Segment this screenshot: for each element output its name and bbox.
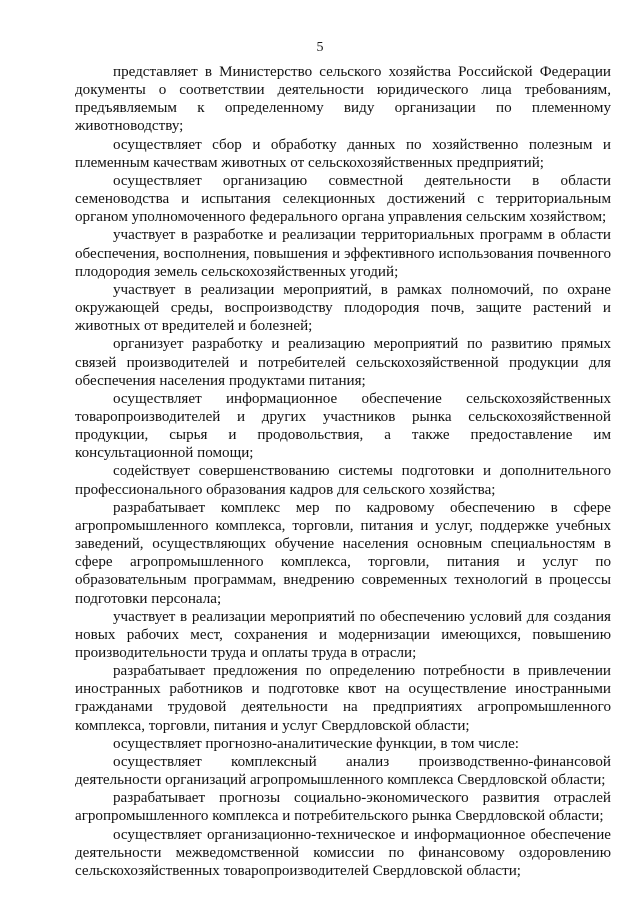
paragraph: осуществляет организацию совместной деятельности в области семеноводства и испытания селекционных достижений с территориальным органом уполномоченного федерального органа управления сельским хозяйством; bbox=[75, 172, 611, 226]
paragraph: участвует в реализации мероприятий, в рамках полномочий, по охране окружающей среды, воспроизводству плодородия почв, защите растений и животных от вредителей и болезней; bbox=[75, 281, 611, 335]
page-number: 5 bbox=[316, 40, 324, 55]
paragraph: представляет в Министерство сельского хозяйства Российской Федерации документы о соответствии деятельности юридического лица требованиям, предъявляемым к определенному виду организации по племенному животноводству; bbox=[75, 64, 611, 135]
paragraph: разрабатывает комплекс мер по кадровому обеспечению в сфере агропромышленного комплекса, торговли, питания и услуг, поддержке учебных заведений, осуществляющих обучение населения основным специальностям в сфере агропромышленного комплекса, торговли, питания и услуг по образовательным программам, внедрению современных технологий в процессы подготовки персонала; bbox=[75, 499, 611, 607]
paragraph: разрабатывает предложения по определению потребности в привлечении иностранных работников и подготовке квот на осуществление иностранными гражданами трудовой деятельности на предприятиях агропромышленного комплекса, торговли, питания и услуг Свердловской области; bbox=[75, 663, 611, 734]
paragraph: осуществляет сбор и обработку данных по хозяйственно полезным и племенным качествам животных от сельскохозяйственных предприятий; bbox=[75, 136, 611, 171]
paragraph: участвует в реализации мероприятий по обеспечению условий для создания новых рабочих мест, сохранения и модернизации имеющихся, повышению производительности труда и оплаты труда в отрасли; bbox=[75, 608, 611, 661]
paragraph: осуществляет прогнозно-аналитические функции, в том числе: bbox=[113, 735, 519, 752]
paragraph: осуществляет организационно-техническое и информационное обеспечение деятельности межведомственной комиссии по финансовому оздоровлению сельскохозяйственных товаропроизводителей Свердловской области; bbox=[75, 826, 611, 879]
paragraph: разрабатывает прогнозы социально-экономического развития отраслей агропромышленного комплекса и потребительского рынка Свердловской области; bbox=[75, 790, 611, 825]
paragraph: осуществляет информационное обеспечение сельскохозяйственных товаропроизводителей и других участников рынка сельскохозяйственной продукции, сырья и продовольствия, а также предоставление им консультационной помощи; bbox=[75, 390, 611, 462]
paragraph: содействует совершенствованию системы подготовки и дополнительного профессионального образования кадров для сельского хозяйства; bbox=[75, 463, 611, 498]
paragraph: организует разработку и реализацию мероприятий по развитию прямых связей производителей и потребителей сельскохозяйственной продукции для обеспечения населения продуктами питания; bbox=[75, 336, 611, 389]
document-body bbox=[75, 63, 611, 880]
paragraph: осуществляет комплексный анализ производственно-финансовой деятельности организаций агропромышленного комплекса Свердловской области; bbox=[75, 753, 611, 789]
paragraph: участвует в разработке и реализации территориальных программ в области обеспечения, восполнения, повышения и эффективного использования почвенного плодородия земель сельскохозяйственных угодий; bbox=[75, 227, 611, 280]
